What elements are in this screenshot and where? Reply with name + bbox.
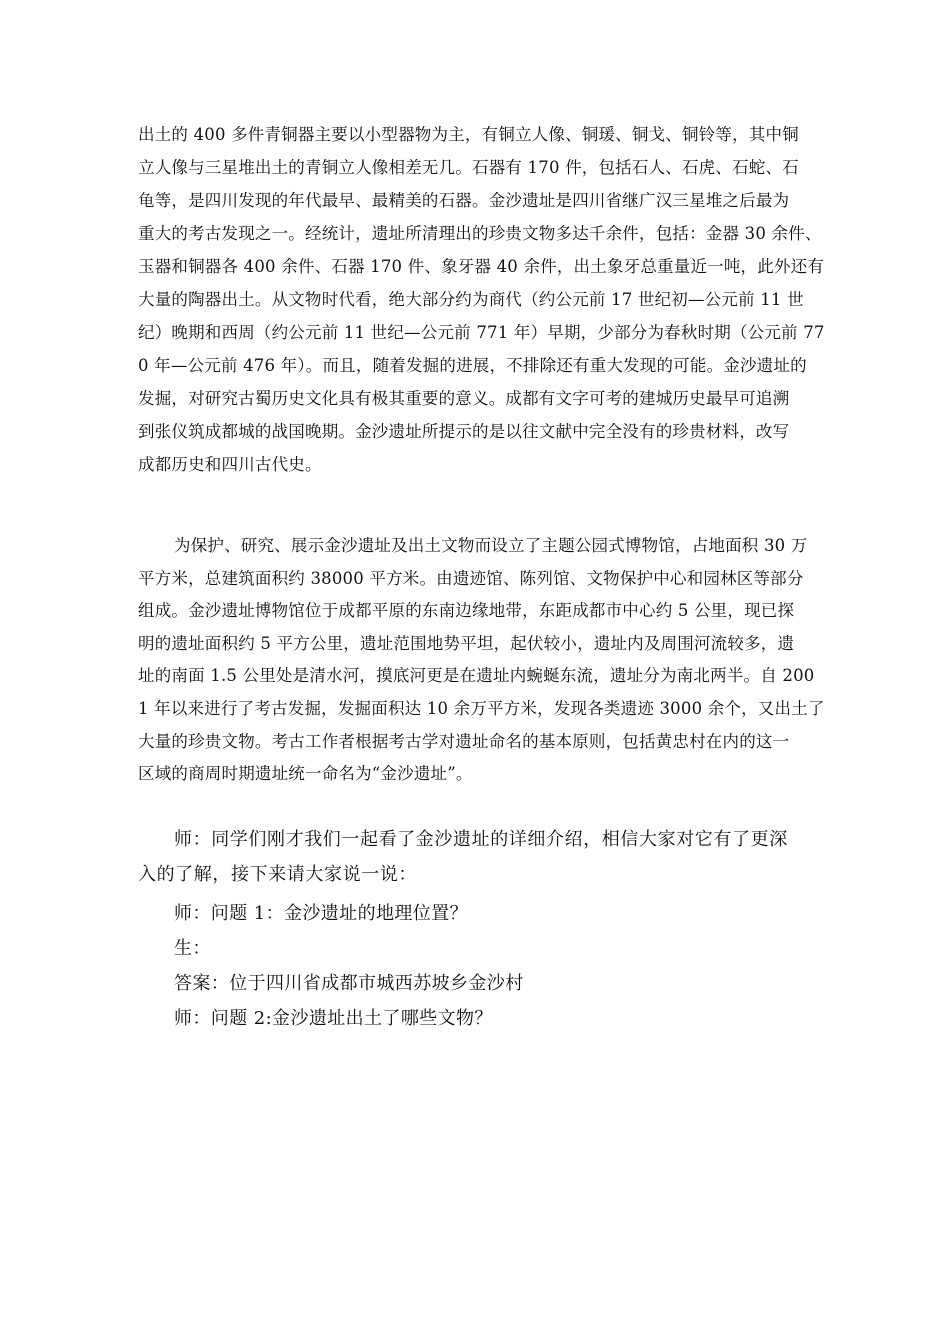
paragraph-line: 发掘，对研究古蜀历史文化具有极其重要的意义。成都有文字可考的建城历史最早可追溯 <box>138 389 790 408</box>
paragraph-line: 成都历史和四川古代史。 <box>138 455 322 474</box>
paragraph-line: 纪）晚期和西周（约公元前 11 世纪—公元前 771 年）早期，少部分为春秋时期（公元前 77 <box>138 323 825 342</box>
paragraph-line: 组成。金沙遗址博物馆位于成都平原的东南边缘地带，东距成都市中心约 5 公里，现已探 <box>138 601 795 621</box>
paragraph-line: 平方米，总建筑面积约 38000 平方米。由遗迹馆、陈列馆、文物保护中心和园林区等部分 <box>138 568 804 588</box>
question-1: 师：问题 1：金沙遗址的地理位置？ <box>174 903 468 924</box>
paragraph-line: 大量的珍贵文物。考古工作者根据考古学对遗址命名的基本原则，包括黄忠村在内的这一 <box>138 731 790 751</box>
teacher-intro-line: 入的了解，接下来请大家说一说： <box>138 864 417 885</box>
paragraph-line: 出土的 400 多件青铜器主要以小型器物为主，有铜立人像、铜瑗、铜戈、铜铃等，其中铜 <box>138 125 799 144</box>
paragraph-jinsha-museum <box>138 530 828 791</box>
teacher-intro-paragraph <box>138 822 828 892</box>
paragraph-line: 0 年—公元前 476 年）。而且，随着发掘的进展，不排除还有重大发现的可能。金沙遗址的 <box>138 356 807 375</box>
question-2: 师：问题 2:金沙遗址出土了哪些文物？ <box>174 1008 493 1029</box>
student-response: 生： <box>174 938 211 959</box>
paragraph-line: 明的遗址面积约 5 平方公里，遗址范围地势平坦，起伏较小，遗址内及周围河流较多，遗 <box>138 633 795 653</box>
paragraph-line: 大量的陶器出土。从文物时代看，绝大部分约为商代（约公元前 17 世纪初—公元前 11 世 <box>138 290 804 309</box>
paragraph-line: 到张仪筑成都城的战国晚期。金沙遗址所提示的是以往文献中完全没有的珍贵材料，改写 <box>138 422 790 441</box>
paragraph-line: 立人像与三星堆出土的青铜立人像相差无几。石器有 170 件，包括石人、石虎、石蛇、石 <box>138 158 799 177</box>
paragraph-line: 重大的考古发现之一。经统计，遗址所清理出的珍贵文物多达千余件，包括：金器 30 余件、 <box>138 224 822 243</box>
paragraph-line: 址的南面 1.5 公里处是清水河，摸底河更是在遗址内蜿蜒东流，遗址分为南北两半。自 200 <box>138 666 815 686</box>
paragraph-line: 为保护、研究、展示金沙遗址及出土文物而设立了主题公园式博物馆，占地面积 30 万 <box>174 536 808 555</box>
paragraph-line: 1 年以来进行了考古发掘，发掘面积达 10 余万平方米，发现各类遗迹 3000 余个，又出土了 <box>138 698 825 718</box>
paragraph-line: 区域的商周时期遗址统一命名为“金沙遗址”。 <box>138 764 473 784</box>
paragraph-line: 玉器和铜器各 400 余件、石器 170 件、象牙器 40 余件，出土象牙总重量近一吨，此外还有 <box>138 257 825 276</box>
answer-1: 答案：位于四川省成都市城西苏坡乡金沙村 <box>174 973 524 994</box>
teacher-intro-line: 师：同学们刚才我们一起看了金沙遗址的详细介绍，相信大家对它有了更深 <box>174 829 788 850</box>
paragraph-jinsha-relics <box>138 118 828 481</box>
question-answer-section <box>138 896 828 1036</box>
paragraph-line: 龟等，是四川发现的年代最早、最精美的石器。金沙遗址是四川省继广汉三星堆之后最为 <box>138 191 790 210</box>
